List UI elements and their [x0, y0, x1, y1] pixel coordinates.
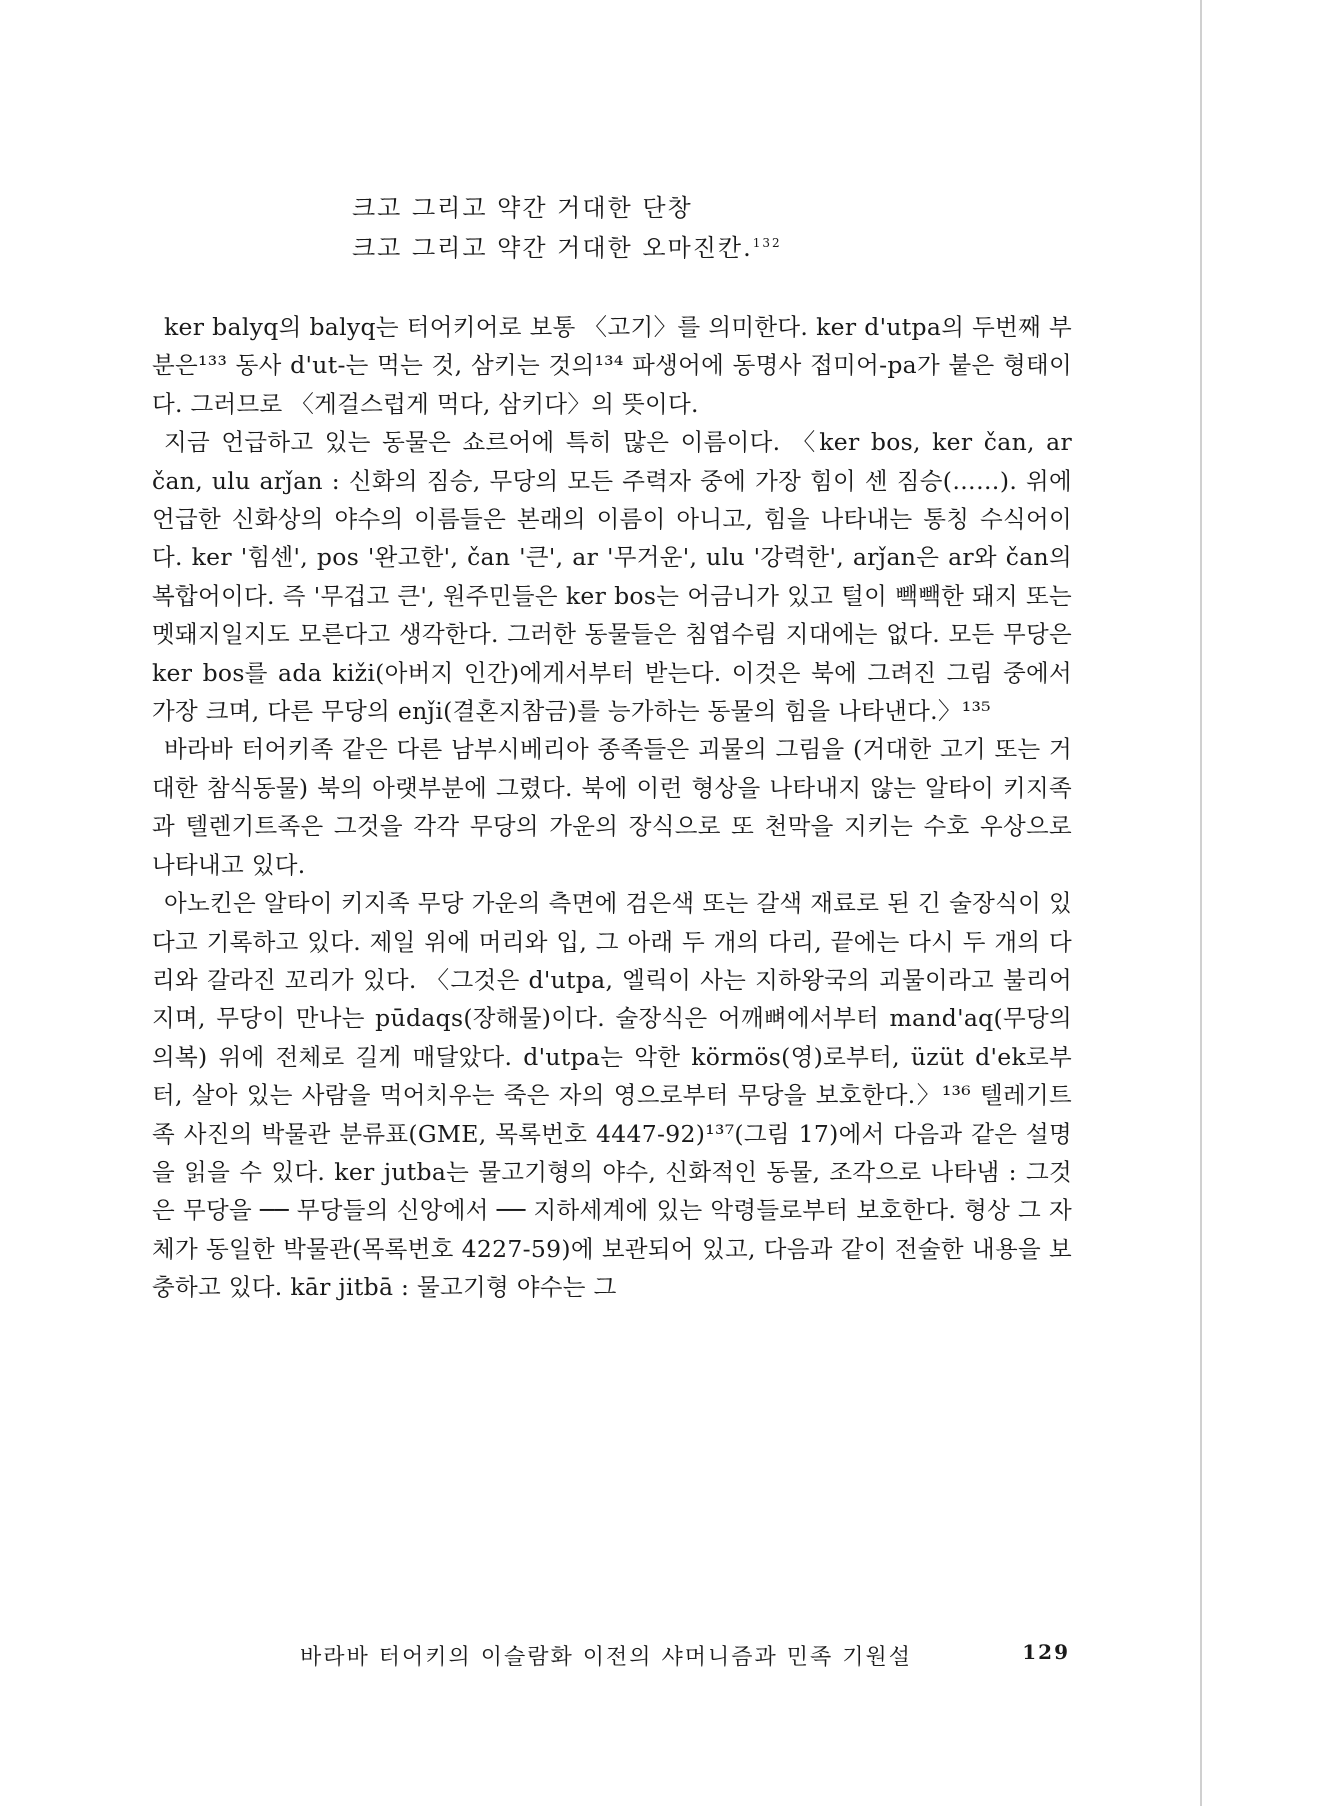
verse-line-2: 크고 그리고 약간 거대한 오마진칸.$^{132}$ [352, 234, 782, 262]
footnote-ref: 132 [752, 236, 782, 250]
running-title: 바라바 터어키의 이슬람화 이전의 샤머니즘과 민족 기원설 [300, 1645, 913, 1670]
page-footer [300, 1640, 1070, 1671]
verse-line-1: 크고 그리고 약간 거대한 단창 [352, 194, 693, 222]
paragraph: 바라바 터어키족 같은 다른 남부시베리아 종족들은 괴물의 그림을 (거대한 고기 또는 거대한 참식동물) 북의 아랫부분에 그렸다. 북에 이런 형상을 나타내지 않는 알타이 키지족과 텔렌기트족은 그것을 각각 무당의 가운의 장식으로 또 천막을 지키는 수호 우상으로 나타내고 있다. [152, 735, 1072, 879]
paragraph: ker balyq의 balyq는 터어키어로 보통 〈고기〉를 의미한다. ker d'utpa의 두번째 부분은¹³³ 동사 d'ut-는 먹는 것, 삼키는 것의¹³⁴ 파생어에 동명사 접미어-pa가 붙은 형태이다. 그러므로 〈게걸스럽게 먹다, 삼키다〉의 뜻이다. [152, 313, 1072, 418]
page-number: 129 [1022, 1640, 1070, 1664]
book-side-edge [1198, 0, 1330, 1806]
paragraph: 아노킨은 알타이 키지족 무당 가운의 측면에 검은색 또는 갈색 재료로 된 긴 술장식이 있다고 기록하고 있다. 제일 위에 머리와 입, 그 아래 두 개의 다리, 끝에는 다시 두 개의 다리와 갈라진 꼬리가 있다. 〈그것은 d'utpa, 엘릭이 사는 지하왕국의 괴물이라고 불리어지며, 무당이 만나는 pūdaqs(장해물)이다. 술장식은 어깨뼈에서부터 mand'aq(무당의 의복) 위에 전체로 길게 매달았다. d'utpa는 악한 körmös(영)로부터, üzüt d'ek로부터, 살아 있는 사람을 먹어치우는 죽은 자의 영으로부터 무당을 보호한다.〉¹³⁶ 텔레기트족 사진의 박물관 분류표(GME, 목록번호 4447-92)¹³⁷(그림 17)에서 다음과 같은 설명을 읽을 수 있다. ker jutba는 물고기형의 야수, 신화적인 동물, 조각으로 나타냄 : 그것은 무당을 ── 무당들의 신앙에서 ── 지하세계에 있는 악령들로부터 보호한다. 형상 그 자체가 동일한 박물관(목록번호 4227-59)에 보관되어 있고, 다음과 같이 전술한 내용을 보충하고 있다. kār jitbā : 물고기형 야수는 그 [152, 889, 1072, 1302]
paragraph: 지금 언급하고 있는 동물은 쇼르어에 특히 많은 이름이다. 〈ker bos, ker čan, ar čan, ulu arǰan : 신화의 짐승, 무당의 모든 주력자 중에 가장 힘이 센 짐승(……). 위에 언급한 신화상의 야수의 이름들은 본래의 이름이 아니고, 힘을 나타내는 통칭 수식어이다. ker '힘센', pos '완고한', čan '큰', ar '무거운', ulu '강력한', arǰan은 ar와 čan의 복합어이다. 즉 '무겁고 큰', 원주민들은 ker bos는 어금니가 있고 털이 빽빽한 돼지 또는 멧돼지일지도 모른다고 생각한다. 그러한 동물들은 침엽수림 지대에는 없다. 모든 무당은 ker bos를 ada kiži(아버지 인간)에게서부터 받는다. 이것은 북에 그려진 그림 중에서 가장 크며, 다른 무당의 enǰi(결혼지참금)를 능가하는 동물의 힘을 나타낸다.〉¹³⁵ [152, 428, 1072, 726]
body-text [152, 308, 1072, 1307]
